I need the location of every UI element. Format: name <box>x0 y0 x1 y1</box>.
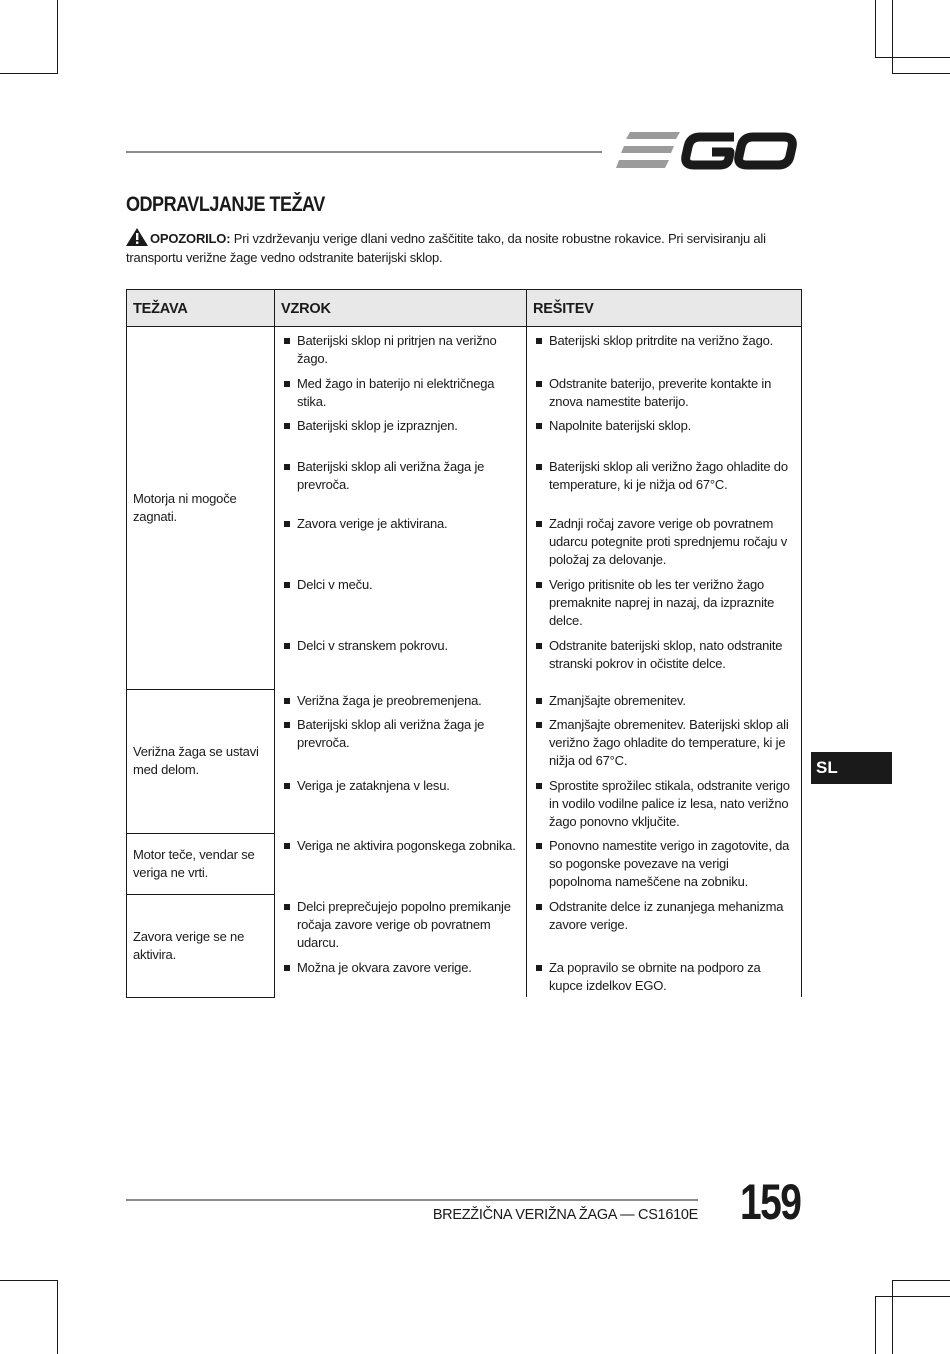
solution-cell <box>527 515 802 576</box>
cause-item: Med žago in baterijo ni električnega stika. <box>281 375 518 411</box>
cause-item: Delci preprečujejo popolno premikanje ročaja zavore verige ob povratnem udarcu. <box>281 898 518 952</box>
table-row <box>127 833 802 894</box>
warning-triangle-icon <box>126 228 148 246</box>
warning-notice <box>126 228 806 267</box>
problem-cell: Motor teče, vendar se veriga ne vrti. <box>127 833 275 894</box>
solution-cell <box>527 959 802 997</box>
solution-item: Sprostite sprožilec stikala, odstranite verigo in vodilo vodilne palice iz lesa, nato verižno žago ponovno vključite. <box>533 777 793 831</box>
crop-mark <box>875 1296 950 1297</box>
solution-item: Odstranite baterijo, preverite kontakte in znova namestite baterijo. <box>533 375 793 411</box>
solution-cell <box>527 375 802 417</box>
footer-product-name: BREZŽIČNA VERIŽNA ŽAGA — CS1610E <box>432 1207 698 1223</box>
cause-cell <box>275 515 527 576</box>
solution-item: Odstranite baterijski sklop, nato odstranite stranski pokrov in očistite delce. <box>533 637 793 673</box>
cause-cell <box>275 959 527 997</box>
table-row <box>127 327 802 376</box>
cause-item: Baterijski sklop je izpraznjen. <box>281 417 518 435</box>
solution-cell <box>527 417 802 458</box>
troubleshooting-table <box>126 289 802 998</box>
solution-cell <box>527 576 802 637</box>
solution-item: Odstranite delce iz zunanjega mehanizma zavore verige. <box>533 898 793 934</box>
crop-mark <box>57 1280 58 1354</box>
crop-mark <box>892 1280 950 1281</box>
cause-item: Veriga je zataknjena v lesu. <box>281 777 518 795</box>
solution-item: Ponovno namestite verigo in zagotovite, da so pogonske povezave na verigi popolnoma nameščene na zobniku. <box>533 837 793 891</box>
problem-cell: Zavora verige se ne aktivira. <box>127 894 275 997</box>
crop-mark <box>875 0 876 58</box>
column-header-problem: TEŽAVA <box>127 290 275 327</box>
solution-item: Zmanjšajte obremenitev. <box>533 692 793 710</box>
cause-item: Možna je okvara zavore verige. <box>281 959 518 977</box>
cause-item: Verižna žaga je preobremenjena. <box>281 692 518 710</box>
cause-cell <box>275 417 527 458</box>
column-header-solution: REŠITEV <box>527 290 802 327</box>
column-header-cause: VZROK <box>275 290 527 327</box>
crop-mark <box>892 73 950 74</box>
cause-cell <box>275 458 527 515</box>
solution-cell <box>527 716 802 777</box>
problem-cell: Verižna žaga se ustavi med delom. <box>127 689 275 833</box>
crop-mark <box>57 0 58 74</box>
cause-item: Baterijski sklop ali verižna žaga je prevroča. <box>281 716 518 752</box>
warning-text: Pri vzdrževanju verige dlani vedno zaščitite tako, da nosite robustne rokavice. Pri servisiranju ali transportu verižne žage vedno odstranite baterijski sklop. <box>126 231 766 265</box>
cause-item: Baterijski sklop ali verižna žaga je prevroča. <box>281 458 518 494</box>
cause-cell <box>275 777 527 833</box>
cause-item: Baterijski sklop ni pritrjen na verižno žago. <box>281 332 518 368</box>
crop-mark <box>892 0 893 74</box>
solution-cell <box>527 777 802 833</box>
page-title: ODPRAVLJANJE TEŽAV <box>126 193 325 216</box>
solution-item: Napolnite baterijski sklop. <box>533 417 793 435</box>
cause-cell <box>275 716 527 777</box>
crop-mark <box>892 1280 893 1354</box>
crop-mark <box>875 57 950 58</box>
solution-cell <box>527 894 802 959</box>
solution-item: Baterijski sklop pritrdite na verižno žago. <box>533 332 793 350</box>
cause-cell <box>275 327 527 376</box>
cause-cell <box>275 689 527 716</box>
cause-item: Veriga ne aktivira pogonskega zobnika. <box>281 837 518 855</box>
page-number: 159 <box>740 1174 801 1230</box>
solution-cell <box>527 458 802 515</box>
warning-label: OPOZORILO: <box>150 231 231 246</box>
solution-item: Baterijski sklop ali verižno žago ohladite do temperature, ki je nižja od 67°C. <box>533 458 793 494</box>
cause-cell <box>275 576 527 637</box>
solution-cell <box>527 327 802 376</box>
cause-cell <box>275 833 527 894</box>
solution-item: Za popravilo se obrnite na podporo za kupce izdelkov EGO. <box>533 959 793 995</box>
crop-mark <box>875 1296 876 1354</box>
crop-mark <box>0 73 58 74</box>
cause-cell <box>275 894 527 959</box>
problem-cell: Motorja ni mogoče zagnati. <box>127 327 275 690</box>
solution-cell <box>527 689 802 716</box>
solution-cell <box>527 833 802 894</box>
solution-cell <box>527 637 802 689</box>
solution-item: Zadnji ročaj zavore verige ob povratnem udarcu potegnite proti sprednjemu ročaju v položaj za delovanje. <box>533 515 793 569</box>
cause-cell <box>275 375 527 417</box>
header-rule <box>126 151 602 153</box>
solution-item: Zmanjšajte obremenitev. Baterijski sklop ali verižno žago ohladite do temperature, ki je nižja od 67°C. <box>533 716 793 770</box>
cause-item: Zavora verige je aktivirana. <box>281 515 518 533</box>
cause-item: Delci v stranskem pokrovu. <box>281 637 518 655</box>
ego-logo <box>616 128 800 174</box>
crop-mark <box>0 1280 58 1281</box>
solution-item: Verigo pritisnite ob les ter verižno žago premaknite naprej in nazaj, da izpraznite delce. <box>533 576 793 630</box>
cause-item: Delci v meču. <box>281 576 518 594</box>
cause-cell <box>275 637 527 689</box>
table-row <box>127 894 802 959</box>
table-header-row <box>127 290 802 327</box>
table-row <box>127 689 802 716</box>
language-tab: SL <box>811 752 892 784</box>
footer-rule <box>126 1199 698 1201</box>
